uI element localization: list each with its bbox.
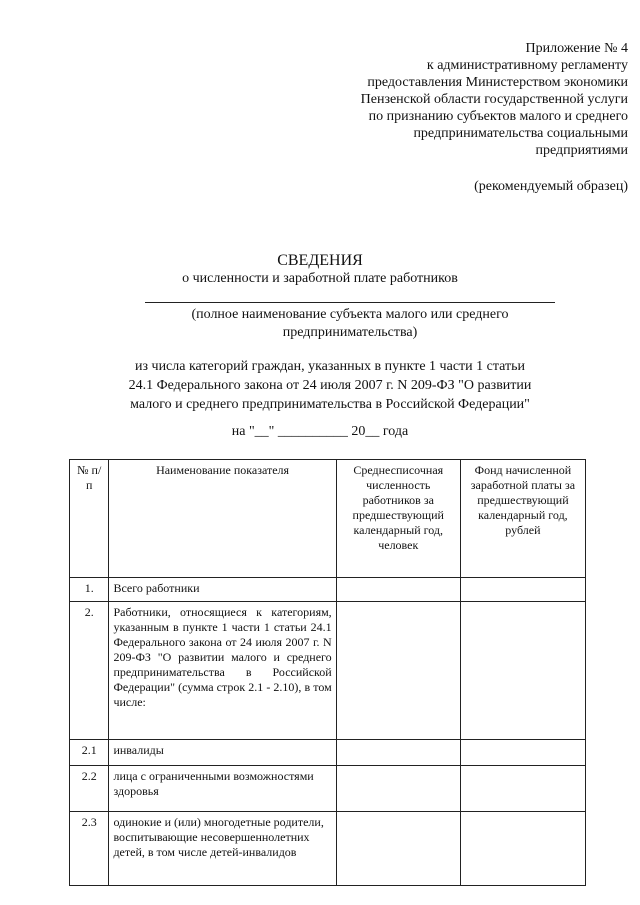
appendix-line: предоставления Министерством экономики — [367, 75, 628, 90]
row-fund-cell[interactable] — [460, 602, 585, 740]
appendix-block — [298, 40, 628, 159]
row-num: 2.3 — [70, 812, 109, 886]
subject-caption-line: (полное наименование субъекта малого или среднего — [191, 307, 509, 322]
row-fund-cell[interactable] — [460, 740, 585, 766]
subject-name-blank-line — [145, 302, 555, 303]
document-title: СВЕДЕНИЯ — [277, 252, 363, 269]
sample-note: (рекомендуемый образец) — [474, 179, 628, 194]
table-header-row — [70, 460, 586, 578]
row-num: 2. — [70, 602, 109, 740]
row-fund-cell[interactable] — [460, 812, 585, 886]
appendix-line: Приложение № 4 — [525, 41, 628, 56]
row-name: инвалиды — [109, 740, 336, 766]
category-description — [80, 357, 580, 414]
row-avg-cell[interactable] — [336, 812, 460, 886]
row-name: Работники, относящиеся к категориям, указанным в пункте 1 части 1 статьи 24.1 Федерального закона от 24 июля 2007 г. N 209-ФЗ "О развитии малого и среднего предпринимательства в Российской Федерации" (сумма строк 2.1 - 2.10), в том числе: — [109, 602, 336, 740]
header-name: Наименование показателя — [109, 460, 336, 578]
category-line: 24.1 Федерального закона от 24 июля 2007 г. N 209-ФЗ "О развитии — [128, 378, 532, 393]
row-num: 2.1 — [70, 740, 109, 766]
table-row — [70, 766, 586, 812]
category-line: из числа категорий граждан, указанных в пункте 1 части 1 статьи — [135, 359, 525, 374]
header-wage-fund: Фонд начисленной заработной платы за предшествующий календарный год, рублей — [460, 460, 585, 578]
row-name: одинокие и (или) многодетные родители, воспитывающие несовершеннолетних детей, в том числе детей-инвалидов — [109, 812, 336, 886]
row-avg-cell[interactable] — [336, 740, 460, 766]
row-num: 1. — [70, 578, 109, 602]
row-avg-cell[interactable] — [336, 602, 460, 740]
category-line: малого и среднего предпринимательства в Российской Федерации" — [130, 397, 530, 412]
subject-caption-line: предпринимательства) — [282, 325, 418, 340]
header-num: № п/п — [70, 460, 109, 578]
document-subtitle: о численности и заработной плате работников — [182, 271, 458, 286]
appendix-line: предпринимательства социальными — [413, 126, 628, 141]
row-name: Всего работники — [109, 578, 336, 602]
table-row — [70, 812, 586, 886]
row-fund-cell[interactable] — [460, 766, 585, 812]
header-avg-count: Среднесписочная численность работников за предшествующий календарный год, человек — [336, 460, 460, 578]
row-avg-cell[interactable] — [336, 766, 460, 812]
row-avg-cell[interactable] — [336, 578, 460, 602]
employees-table — [69, 459, 586, 886]
row-fund-cell[interactable] — [460, 578, 585, 602]
row-num: 2.2 — [70, 766, 109, 812]
subject-caption — [140, 306, 560, 342]
row-name: лица с ограниченными возможностями здоровья — [109, 766, 336, 812]
date-line: на "__" __________ 20__ года — [231, 424, 409, 439]
appendix-line: по признанию субъектов малого и среднего — [368, 109, 628, 124]
appendix-line: к административному регламенту — [426, 58, 628, 73]
table-row — [70, 740, 586, 766]
appendix-line: Пензенской области государственной услуги — [360, 92, 628, 107]
appendix-line: предприятиями — [535, 143, 628, 158]
table-row — [70, 602, 586, 740]
table-row — [70, 578, 586, 602]
